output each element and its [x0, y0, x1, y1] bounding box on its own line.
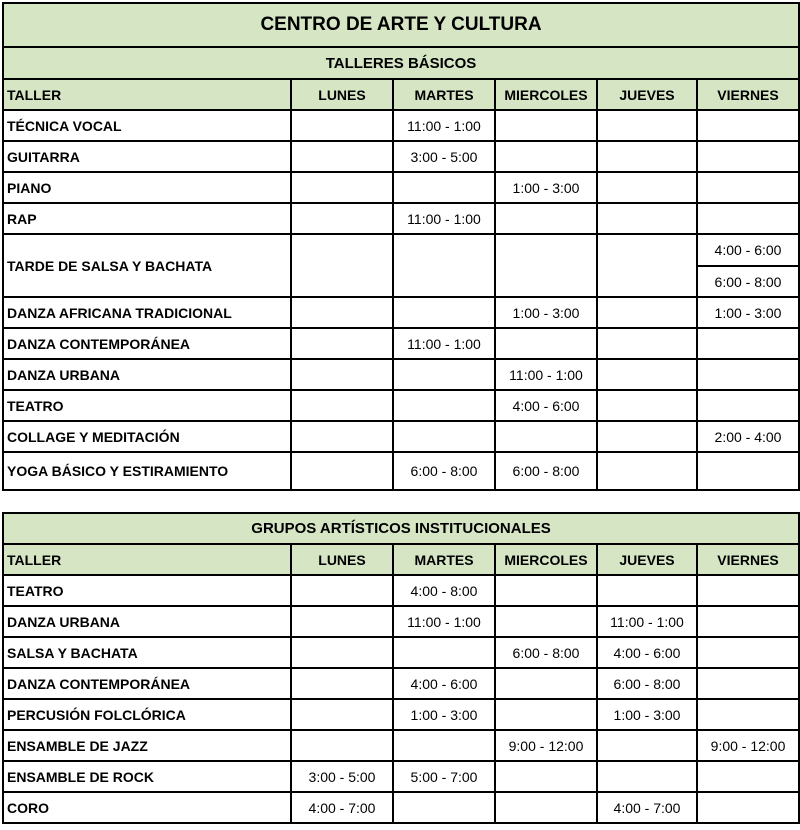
- group-name: CORO: [3, 792, 291, 823]
- schedule-cell-miercoles: [495, 141, 597, 172]
- schedule-cell-lunes: [291, 575, 393, 606]
- schedule-cell-martes: 3:00 - 5:00: [393, 141, 495, 172]
- section-title-grupos-artisticos: GRUPOS ARTÍSTICOS INSTITUCIONALES: [3, 513, 799, 544]
- schedule-cell-martes: 1:00 - 3:00: [393, 699, 495, 730]
- schedule-cell-martes: 11:00 - 1:00: [393, 203, 495, 234]
- schedule-cell-martes: [393, 421, 495, 452]
- workshop-name: GUITARRA: [3, 141, 291, 172]
- table-row: [3, 792, 799, 823]
- schedule-cell-viernes: 1:00 - 3:00: [697, 297, 799, 328]
- schedule-cell-miercoles: 4:00 - 6:00: [495, 390, 597, 421]
- schedule-cell-miercoles: [495, 761, 597, 792]
- schedule-cell-jueves: [597, 452, 697, 490]
- schedule-cell-viernes: 2:00 - 4:00: [697, 421, 799, 452]
- schedule-cell-viernes: 4:00 - 6:00: [697, 234, 799, 266]
- column-header: JUEVES: [597, 544, 697, 575]
- table-row: [3, 699, 799, 730]
- schedule-cell-jueves: [597, 297, 697, 328]
- schedule-cell-miercoles: [495, 328, 597, 359]
- main-title-row: [3, 3, 799, 47]
- schedule-cell-miercoles: [495, 234, 597, 297]
- schedule-cell-viernes: [697, 141, 799, 172]
- schedule-cell-viernes: [697, 637, 799, 668]
- schedule-cell-jueves: [597, 421, 697, 452]
- schedule-cell-miercoles: [495, 421, 597, 452]
- schedule-cell-martes: [393, 359, 495, 390]
- schedule-cell-viernes: [697, 203, 799, 234]
- schedule-cell-viernes: 6:00 - 8:00: [697, 266, 799, 297]
- table-row: [3, 606, 799, 637]
- schedule-cell-miercoles: [495, 668, 597, 699]
- schedule-cell-viernes: [697, 606, 799, 637]
- schedule-cell-jueves: [597, 390, 697, 421]
- schedule-cell-jueves: [597, 359, 697, 390]
- schedule-cell-jueves: [597, 575, 697, 606]
- talleres-basicos-table: [2, 2, 800, 491]
- column-header: LUNES: [291, 79, 393, 110]
- schedule-cell-jueves: 6:00 - 8:00: [597, 668, 697, 699]
- workshop-name: PIANO: [3, 172, 291, 203]
- group-name: ENSAMBLE DE ROCK: [3, 761, 291, 792]
- schedule-cell-miercoles: 11:00 - 1:00: [495, 359, 597, 390]
- schedule-cell-jueves: [597, 328, 697, 359]
- schedule-cell-viernes: 9:00 - 12:00: [697, 730, 799, 761]
- schedule-cell-jueves: 4:00 - 6:00: [597, 637, 697, 668]
- schedule-cell-jueves: [597, 172, 697, 203]
- grupos-artisticos-table: [2, 512, 800, 824]
- table-row: [3, 110, 799, 141]
- column-header: MARTES: [393, 79, 495, 110]
- header-row: [3, 544, 799, 575]
- schedule-cell-martes: 6:00 - 8:00: [393, 452, 495, 490]
- schedule-cell-lunes: 4:00 - 7:00: [291, 792, 393, 823]
- group-name: SALSA Y BACHATA: [3, 637, 291, 668]
- schedule-cell-lunes: [291, 203, 393, 234]
- column-header: VIERNES: [697, 544, 799, 575]
- schedule-cell-viernes: [697, 792, 799, 823]
- schedule-cell-lunes: 3:00 - 5:00: [291, 761, 393, 792]
- workshop-name: DANZA CONTEMPORÁNEA: [3, 328, 291, 359]
- table-row: [3, 452, 799, 490]
- schedule-cell-martes: [393, 234, 495, 297]
- schedule-cell-lunes: [291, 730, 393, 761]
- schedule-cell-viernes: [697, 172, 799, 203]
- schedule-cell-martes: [393, 297, 495, 328]
- schedule-cell-lunes: [291, 172, 393, 203]
- table-row: [3, 668, 799, 699]
- schedule-cell-miercoles: [495, 699, 597, 730]
- table-row: [3, 390, 799, 421]
- schedule-cell-lunes: [291, 699, 393, 730]
- schedule-cell-viernes: [697, 452, 799, 490]
- schedule-cell-lunes: [291, 452, 393, 490]
- column-header: LUNES: [291, 544, 393, 575]
- workshop-name: TÉCNICA VOCAL: [3, 110, 291, 141]
- table-row: [3, 203, 799, 234]
- schedule-cell-martes: [393, 730, 495, 761]
- table-row: [3, 297, 799, 328]
- section-title-talleres-basicos: TALLERES BÁSICOS: [3, 47, 799, 79]
- schedule-cell-jueves: 4:00 - 7:00: [597, 792, 697, 823]
- column-header: TALLER: [3, 544, 291, 575]
- schedule-cell-viernes: [697, 575, 799, 606]
- header-row: [3, 79, 799, 110]
- schedule-cell-jueves: [597, 141, 697, 172]
- schedule-cell-lunes: [291, 328, 393, 359]
- schedule-cell-martes: [393, 172, 495, 203]
- schedule-cell-martes: [393, 792, 495, 823]
- table-row: [3, 761, 799, 792]
- column-header: MIERCOLES: [495, 544, 597, 575]
- column-header: MIERCOLES: [495, 79, 597, 110]
- schedule-cell-miercoles: [495, 792, 597, 823]
- schedule-cell-miercoles: 1:00 - 3:00: [495, 297, 597, 328]
- workshop-name: YOGA BÁSICO Y ESTIRAMIENTO: [3, 452, 291, 490]
- column-header: JUEVES: [597, 79, 697, 110]
- schedule-cell-martes: [393, 390, 495, 421]
- schedule-cell-jueves: [597, 110, 697, 141]
- schedule-cell-viernes: [697, 761, 799, 792]
- schedule-cell-miercoles: [495, 203, 597, 234]
- column-header: MARTES: [393, 544, 495, 575]
- table-row: [3, 172, 799, 203]
- schedule-cell-martes: 11:00 - 1:00: [393, 110, 495, 141]
- schedule-cell-lunes: [291, 234, 393, 297]
- schedule-cell-jueves: [597, 234, 697, 297]
- schedule-cell-miercoles: 9:00 - 12:00: [495, 730, 597, 761]
- column-header: TALLER: [3, 79, 291, 110]
- workshop-name: TEATRO: [3, 390, 291, 421]
- group-name: ENSAMBLE DE JAZZ: [3, 730, 291, 761]
- schedule-cell-lunes: [291, 390, 393, 421]
- schedule-cell-martes: 5:00 - 7:00: [393, 761, 495, 792]
- schedule-cell-martes: 4:00 - 8:00: [393, 575, 495, 606]
- schedule-cell-martes: [393, 637, 495, 668]
- schedule-cell-lunes: [291, 421, 393, 452]
- schedule-cell-jueves: 1:00 - 3:00: [597, 699, 697, 730]
- schedule-cell-viernes: [697, 668, 799, 699]
- subtitle-row: [3, 513, 799, 544]
- schedule-cell-miercoles: [495, 110, 597, 141]
- group-name: DANZA URBANA: [3, 606, 291, 637]
- schedule-cell-miercoles: [495, 606, 597, 637]
- schedule-cell-viernes: [697, 328, 799, 359]
- table-row: [3, 234, 799, 266]
- schedule-cell-viernes: [697, 359, 799, 390]
- group-name: DANZA CONTEMPORÁNEA: [3, 668, 291, 699]
- schedule-cell-viernes: [697, 390, 799, 421]
- main-title: CENTRO DE ARTE Y CULTURA: [3, 3, 799, 47]
- column-header: VIERNES: [697, 79, 799, 110]
- schedule-cell-martes: 4:00 - 6:00: [393, 668, 495, 699]
- workshop-name: COLLAGE Y MEDITACIÓN: [3, 421, 291, 452]
- workshop-name: DANZA URBANA: [3, 359, 291, 390]
- workshop-name: RAP: [3, 203, 291, 234]
- schedule-cell-miercoles: 6:00 - 8:00: [495, 637, 597, 668]
- schedule-cell-lunes: [291, 359, 393, 390]
- schedule-cell-lunes: [291, 606, 393, 637]
- schedule-cell-viernes: [697, 110, 799, 141]
- schedule-cell-miercoles: 1:00 - 3:00: [495, 172, 597, 203]
- schedule-cell-miercoles: 6:00 - 8:00: [495, 452, 597, 490]
- schedule-cell-martes: 11:00 - 1:00: [393, 328, 495, 359]
- schedule-cell-lunes: [291, 637, 393, 668]
- schedule-cell-lunes: [291, 141, 393, 172]
- workshop-name: TARDE DE SALSA Y BACHATA: [3, 234, 291, 297]
- schedule-cell-miercoles: [495, 575, 597, 606]
- table-row: [3, 328, 799, 359]
- table-row: [3, 359, 799, 390]
- schedule-cell-lunes: [291, 297, 393, 328]
- schedule-cell-jueves: 11:00 - 1:00: [597, 606, 697, 637]
- table-row: [3, 637, 799, 668]
- schedule-cell-lunes: [291, 110, 393, 141]
- table-row: [3, 421, 799, 452]
- schedule-cell-jueves: [597, 730, 697, 761]
- subtitle-row: [3, 47, 799, 79]
- table-row: [3, 575, 799, 606]
- schedule-cell-jueves: [597, 203, 697, 234]
- table-row: [3, 730, 799, 761]
- group-name: PERCUSIÓN FOLCLÓRICA: [3, 699, 291, 730]
- schedule-cell-lunes: [291, 668, 393, 699]
- schedule-cell-martes: 11:00 - 1:00: [393, 606, 495, 637]
- workshop-name: DANZA AFRICANA TRADICIONAL: [3, 297, 291, 328]
- schedule-cell-viernes: [697, 699, 799, 730]
- table-row: [3, 141, 799, 172]
- group-name: TEATRO: [3, 575, 291, 606]
- schedule-cell-jueves: [597, 761, 697, 792]
